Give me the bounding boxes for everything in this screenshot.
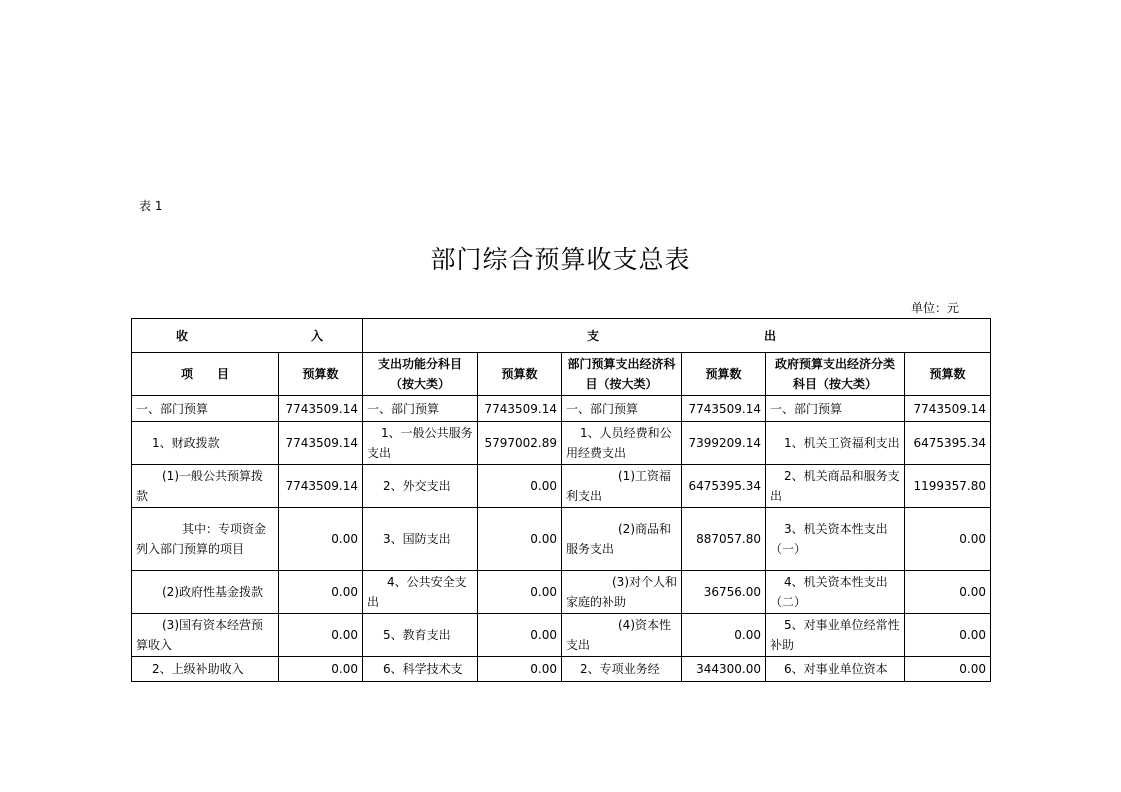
income-item: 1、财政拨款 xyxy=(132,422,279,465)
column-header-row xyxy=(132,353,991,396)
gov-economic-amount: 6475395.34 xyxy=(905,422,991,465)
col-header-amount-1: 预算数 xyxy=(279,353,363,396)
dept-economic-amount: 36756.00 xyxy=(682,571,766,614)
gov-economic-amount: 0.00 xyxy=(905,571,991,614)
table-number: 表 1 xyxy=(139,199,163,213)
income-item: (3)国有资本经营预算收入 xyxy=(132,614,279,657)
gov-economic-amount: 0.00 xyxy=(905,614,991,657)
function-amount: 5797002.89 xyxy=(478,422,562,465)
income-item: (2)政府性基金拨款 xyxy=(132,571,279,614)
dept-economic-item: 1、人员经费和公用经费支出 xyxy=(562,422,682,465)
dept-economic-amount: 6475395.34 xyxy=(682,465,766,508)
income-char-1: 收 xyxy=(176,328,189,343)
dept-economic-item: (1)工资福利支出 xyxy=(562,465,682,508)
gov-economic-amount: 7743509.14 xyxy=(905,396,991,422)
page-title: 部门综合预算收支总表 xyxy=(430,245,691,274)
col-header-amount-4: 预算数 xyxy=(905,353,991,396)
income-item: 其中：专项资金列入部门预算的项目 xyxy=(132,508,279,571)
gov-economic-item: 6、对事业单位资本 xyxy=(766,657,905,682)
income-amount: 7743509.14 xyxy=(279,396,363,422)
gov-economic-item: 1、机关工资福利支出 xyxy=(766,422,905,465)
income-amount: 7743509.14 xyxy=(279,422,363,465)
income-amount: 0.00 xyxy=(279,657,363,682)
dept-economic-item: 一、部门预算 xyxy=(562,396,682,422)
gov-economic-item: 4、机关资本性支出（二） xyxy=(766,571,905,614)
table-row xyxy=(132,422,991,465)
col-header-amount-2: 预算数 xyxy=(478,353,562,396)
unit-label: 单位：元 xyxy=(911,301,960,315)
dept-economic-amount: 887057.80 xyxy=(682,508,766,571)
income-amount: 0.00 xyxy=(279,571,363,614)
budget-table xyxy=(131,318,991,682)
dept-economic-item: (4)资本性支出 xyxy=(562,614,682,657)
income-item: (1)一般公共预算拨款 xyxy=(132,465,279,508)
function-amount: 0.00 xyxy=(478,614,562,657)
function-item: 2、外交支出 xyxy=(363,465,478,508)
function-item: 6、科学技术支 xyxy=(363,657,478,682)
gov-economic-item: 3、机关资本性支出（一） xyxy=(766,508,905,571)
function-amount: 7743509.14 xyxy=(478,396,562,422)
table-row xyxy=(132,614,991,657)
col-header-function-category: 支出功能分科目（按大类） xyxy=(363,353,478,396)
table-row xyxy=(132,571,991,614)
table-row xyxy=(132,465,991,508)
function-item: 一、部门预算 xyxy=(363,396,478,422)
col-header-gov-economic-category: 政府预算支出经济分类科目（按大类） xyxy=(766,353,905,396)
table-row xyxy=(132,657,991,682)
gov-economic-amount: 0.00 xyxy=(905,657,991,682)
gov-economic-item: 2、机关商品和服务支出 xyxy=(766,465,905,508)
section-header-row xyxy=(132,319,991,353)
table-row xyxy=(132,396,991,422)
function-amount: 0.00 xyxy=(478,508,562,571)
income-amount: 0.00 xyxy=(279,508,363,571)
table-row xyxy=(132,508,991,571)
expense-char-2: 出 xyxy=(763,328,776,343)
function-item: 4、公共安全支出 xyxy=(363,571,478,614)
function-amount: 0.00 xyxy=(478,657,562,682)
gov-economic-item: 一、部门预算 xyxy=(766,396,905,422)
income-section-header xyxy=(132,319,363,353)
expense-section-header xyxy=(363,319,991,353)
col-header-dept-economic-category: 部门预算支出经济科目（按大类） xyxy=(562,353,682,396)
function-amount: 0.00 xyxy=(478,571,562,614)
dept-economic-amount: 0.00 xyxy=(682,614,766,657)
dept-economic-item: (3)对个人和家庭的补助 xyxy=(562,571,682,614)
income-item: 2、上级补助收入 xyxy=(132,657,279,682)
dept-economic-item: 2、专项业务经 xyxy=(562,657,682,682)
function-item: 1、一般公共服务支出 xyxy=(363,422,478,465)
income-amount: 0.00 xyxy=(279,614,363,657)
gov-economic-amount: 0.00 xyxy=(905,508,991,571)
function-amount: 0.00 xyxy=(478,465,562,508)
dept-economic-amount: 344300.00 xyxy=(682,657,766,682)
income-amount: 7743509.14 xyxy=(279,465,363,508)
function-item: 5、教育支出 xyxy=(363,614,478,657)
function-item: 3、国防支出 xyxy=(363,508,478,571)
income-item: 一、部门预算 xyxy=(132,396,279,422)
gov-economic-item: 5、对事业单位经常性补助 xyxy=(766,614,905,657)
col-header-amount-3: 预算数 xyxy=(682,353,766,396)
dept-economic-item: (2)商品和服务支出 xyxy=(562,508,682,571)
dept-economic-amount: 7743509.14 xyxy=(682,396,766,422)
col-header-item: 项 目 xyxy=(132,353,279,396)
gov-economic-amount: 1199357.80 xyxy=(905,465,991,508)
dept-economic-amount: 7399209.14 xyxy=(682,422,766,465)
expense-char-1: 支 xyxy=(587,328,600,343)
income-char-2: 入 xyxy=(310,328,323,343)
